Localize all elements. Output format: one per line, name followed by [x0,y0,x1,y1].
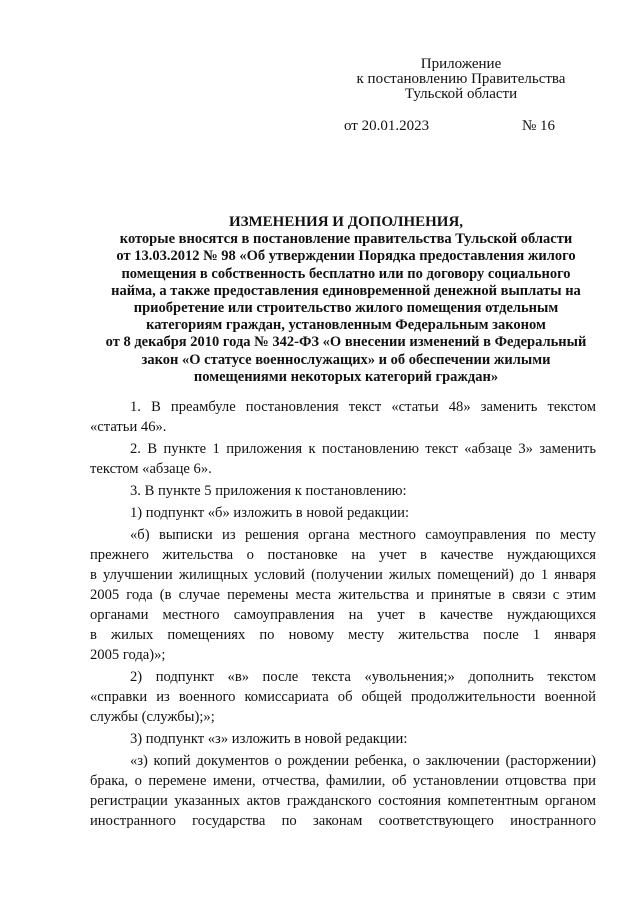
document-date: от 20.01.2023 [344,118,430,134]
paragraph-line: 2005 года)»; [90,647,166,663]
paragraph-2 [90,439,596,479]
annex-header [330,57,592,102]
paragraph-line: «б) выписки из решения органа местного самоуправления по месту [130,527,596,543]
paragraph-line: 3. В пункте 5 приложения к постановлению: [130,483,407,499]
title-line: помещения в собственность бесплатно или по договору социального [121,265,571,282]
paragraph-line: «статьи 46». [90,419,167,435]
paragraph-5 [90,525,596,665]
title-line: приобретение или строительство жилого помещения отдельным [133,300,559,317]
paragraph-4 [90,503,596,523]
title-line: которые вносятся в постановление правительства Тульской области [119,231,573,248]
paragraph-6 [90,667,596,727]
paragraph-line: в улучшении жилищных условий (получении жилых помещений) до 1 января [90,567,596,583]
paragraph-3 [90,481,596,501]
paragraph-line: текстом «абзаце 6». [90,461,212,477]
paragraph-line: «з) копий документов о рождении ребенка, о заключении (расторжении) [130,753,596,769]
paragraph-8 [90,751,596,831]
title-heading: ИЗМЕНЕНИЯ И ДОПОЛНЕНИЯ, [228,214,464,230]
document-body [90,397,596,831]
paragraph-line: 3) подпункт «з» изложить в новой редакции: [130,731,408,747]
paragraph-line: иностранного государства по законам соответствующего иностранного [90,813,596,829]
paragraph-line: прежнего жительства о постановке на учет в качестве нуждающихся [90,547,596,563]
annex-line: Приложение [420,56,502,72]
annex-line: к постановлению Правительства [356,71,566,87]
title-line: от 8 декабря 2010 года № 342-ФЗ «О внесении изменений в Федеральный [105,334,587,351]
paragraph-7 [90,729,596,749]
title-line: закон «О статусе военнослужащих» и об обеспечении жилыми [141,351,551,368]
title-line: найма, а также предоставления единовременной денежной выплаты на [111,282,581,299]
paragraph-line: регистрации указанных актов гражданского состояния компетентным органом [90,793,596,809]
document-title [84,214,608,386]
paragraph-1 [90,397,596,437]
paragraph-line: 2. В пункте 1 приложения к постановлению текст «абзаце 3» заменить [130,441,596,457]
title-line: помещениями некоторых категорий граждан» [193,368,499,385]
paragraph-line: органами местного самоуправления на учет в качестве нуждающихся [90,607,596,623]
title-line: от 13.03.2012 № 98 «Об утверждении Порядка предоставления жилого [116,248,576,265]
annex-line: Тульской области [404,86,518,102]
paragraph-line: 1) подпункт «б» изложить в новой редакции: [130,505,410,521]
document-number: № 16 [522,118,556,134]
paragraph-line: в жилых помещениях по новому месту жительства после 1 января [90,627,596,643]
paragraph-line: 2005 года (в случае перемены места жительства и принятые в связи с этим [90,587,596,603]
paragraph-line: 2) подпункт «в» после текста «увольнения;» дополнить текстом [130,669,596,685]
paragraph-line: «справки из военного комиссариата об общей продолжительности военной [90,689,596,705]
paragraph-line: службы (службы);»; [90,709,215,725]
paragraph-line: 1. В преамбуле постановления текст «статьи 48» заменить текстом [130,399,596,415]
paragraph-line: брака, о перемене имени, отчества, фамилии, об установлении отцовства при [90,773,596,789]
title-line: категориям граждан, установленным Федеральным законом [146,317,546,334]
